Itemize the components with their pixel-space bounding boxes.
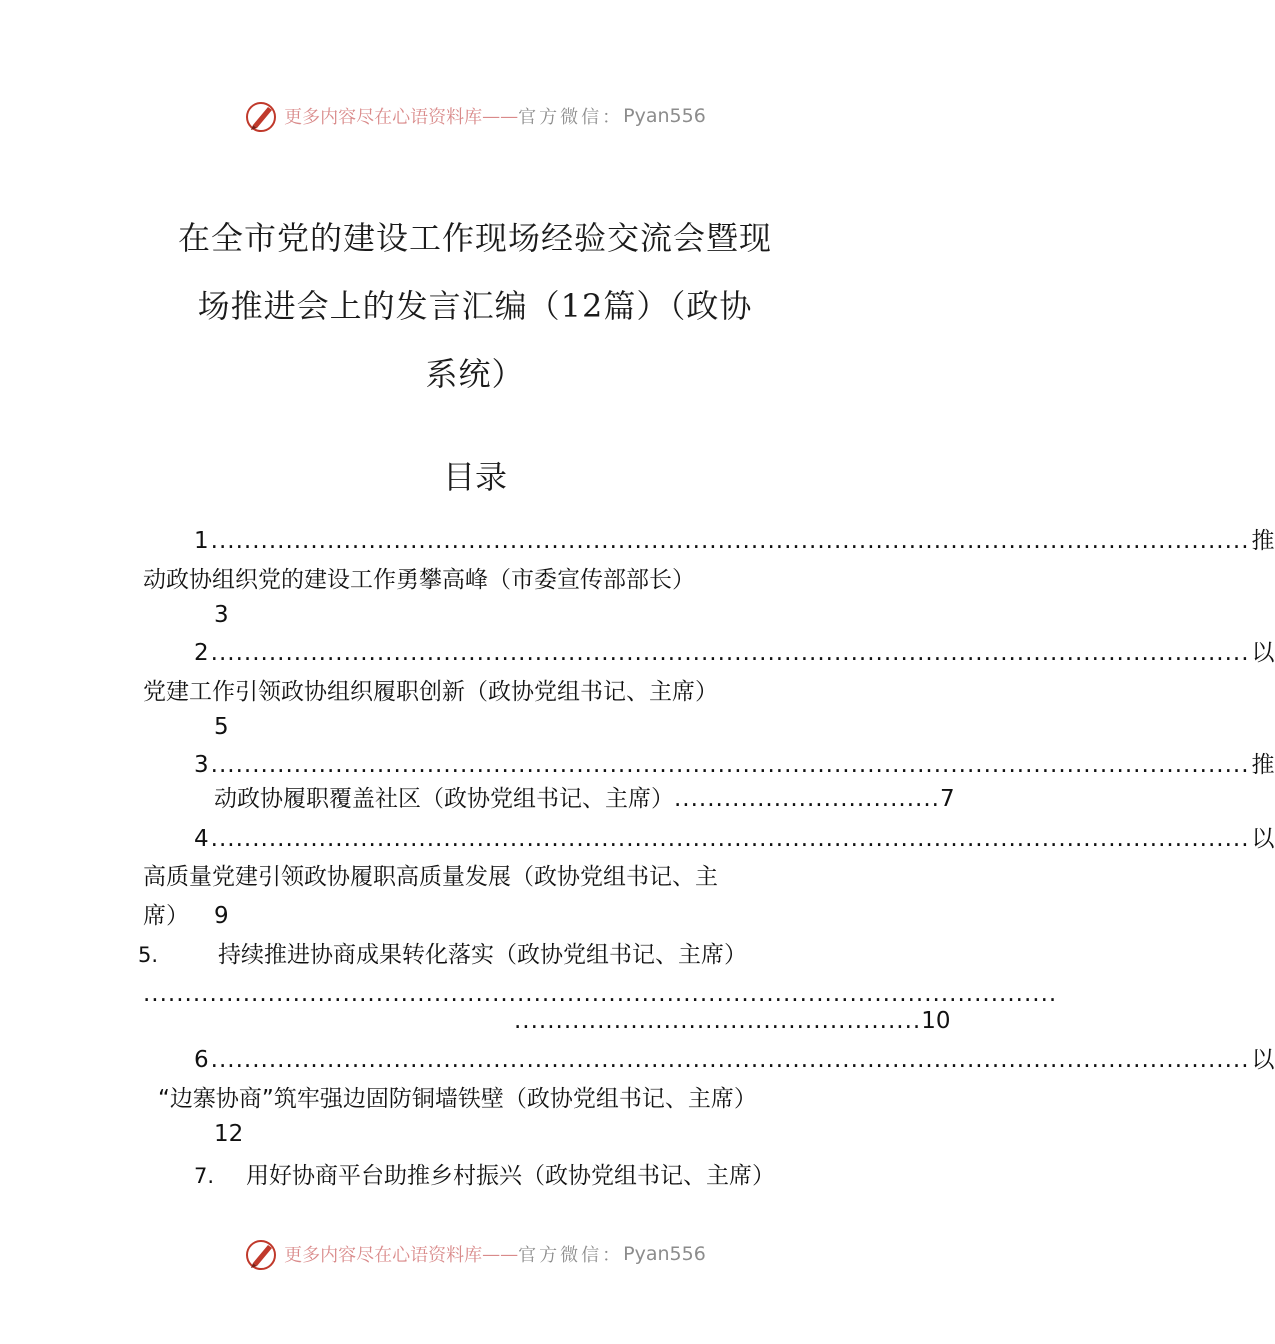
pen-logo-icon — [244, 99, 278, 133]
wechat-label: 官方微信： — [518, 107, 624, 128]
toc-entry-6-leader[interactable] — [194, 1043, 1275, 1077]
toc-entry-3-text: 动政协履职覆盖社区（政协党组书记、主席） — [214, 786, 674, 812]
toc-entry-1-text[interactable]: 动政协组织党的建设工作勇攀高峰（市委宣传部部长） — [143, 567, 695, 593]
toc-entry-3-leader[interactable] — [194, 748, 1275, 782]
toc-entry-6-text[interactable]: “边寨协商”筑牢强边固防铜墙铁壁（政协党组书记、主席） — [158, 1086, 757, 1112]
toc-entry-5-number: 5. — [138, 943, 159, 967]
dot-leader: ............................................................................................................................. — [210, 752, 1250, 778]
toc-entry-5-page: 10 — [921, 1008, 951, 1034]
toc-entry-2-text[interactable]: 党建工作引领政协组织履职创新（政协党组书记、主席） — [143, 679, 718, 705]
title-line-1: 在全市党的建设工作现场经验交流会暨现 — [177, 219, 772, 257]
toc-entry-1-leader[interactable] — [194, 524, 1275, 558]
toc-entry-6-page: 12 — [214, 1121, 244, 1147]
toc-entry-number: 3 — [194, 752, 209, 778]
toc-entry-number: 2 — [194, 640, 209, 666]
toc-entry-lead-char: 以 — [1251, 1047, 1275, 1073]
watermark-banner-bottom — [0, 1234, 950, 1274]
toc-entry-7-text[interactable]: 用好协商平台助推乡村振兴（政协党组书记、主席） — [246, 1163, 775, 1189]
toc-heading: 目录 — [442, 458, 507, 496]
toc-entry-4-leader[interactable] — [194, 822, 1275, 856]
toc-entry-3-page: 7 — [939, 786, 955, 812]
toc-entry-lead-char: 推 — [1251, 752, 1275, 778]
watermark-text: 更多内容尽在心语资料库 — [284, 1245, 483, 1266]
toc-entry-lead-char: 推 — [1251, 528, 1275, 554]
toc-entry-4-text[interactable]: 高质量党建引领政协履职高质量发展（政协党组书记、主 — [143, 864, 718, 890]
watermark-separator: —— — [482, 105, 519, 127]
pen-logo-icon — [244, 1237, 278, 1271]
toc-entry-5-text[interactable]: 持续推进协商成果转化落实（政协党组书记、主席） — [218, 942, 747, 968]
wechat-label: 官方微信： — [518, 1245, 624, 1266]
watermark-banner-top — [0, 96, 950, 136]
wechat-id: Pyan556 — [623, 105, 706, 127]
toc-entry-2-leader[interactable] — [194, 636, 1275, 670]
dot-leader: ............................................................................................................................. — [210, 640, 1250, 666]
dot-leader: .............................................................................................................. — [143, 981, 1058, 1007]
toc-entry-4-text-cont[interactable]: 席） — [143, 903, 189, 929]
dot-leader: ................................ — [674, 786, 940, 812]
toc-entry-2-page: 5 — [214, 714, 229, 740]
toc-entry-1-page: 3 — [214, 602, 229, 628]
toc-entry-number: 6 — [194, 1047, 209, 1073]
dot-leader: ............................................................................................................................. — [210, 826, 1250, 852]
dot-leader: ................................................. — [514, 1008, 922, 1034]
watermark-text: 更多内容尽在心语资料库 — [284, 107, 483, 128]
toc-entry-3-row[interactable] — [214, 782, 955, 816]
dot-leader: ............................................................................................................................. — [210, 528, 1250, 554]
watermark-separator: —— — [482, 1243, 519, 1265]
document-title — [100, 204, 850, 408]
toc-entry-lead-char: 以 — [1251, 826, 1275, 852]
toc-entry-7-number: 7. — [194, 1164, 215, 1188]
wechat-id: Pyan556 — [623, 1243, 706, 1265]
toc-entry-4-page: 9 — [214, 903, 229, 929]
title-line-3: 系统） — [425, 355, 525, 393]
toc-entry-5-page-row — [514, 1004, 951, 1038]
toc-entry-lead-char: 以 — [1251, 640, 1275, 666]
dot-leader: ............................................................................................................................. — [210, 1047, 1250, 1073]
title-line-2: 场推进会上的发言汇编（12篇）（政协 — [197, 287, 753, 325]
toc-entry-number: 1 — [194, 528, 209, 554]
toc-entry-number: 4 — [194, 826, 209, 852]
